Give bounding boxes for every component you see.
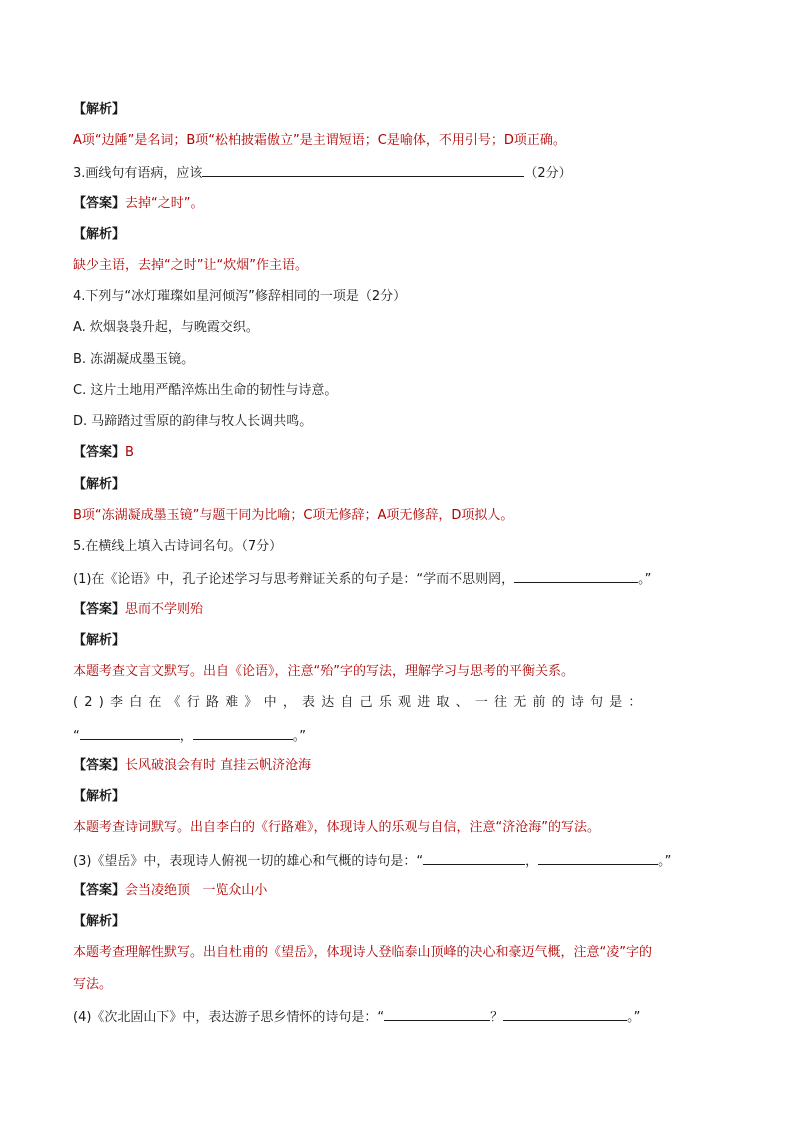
question-text-end: 。” xyxy=(638,572,652,587)
answer-blank[interactable] xyxy=(538,850,658,865)
answer-blank[interactable] xyxy=(193,725,293,740)
option-a: A. 炊烟袅袅升起，与晚霞交织。 xyxy=(73,320,259,335)
answer-blank[interactable] xyxy=(202,162,524,177)
analysis-tag: 【解析】 xyxy=(73,227,126,242)
answer-blank[interactable] xyxy=(503,1006,627,1021)
quote-close: 。” xyxy=(627,1010,641,1025)
option-b: B. 冻湖凝成墨玉镜。 xyxy=(73,352,195,367)
question-3-text: 3.画线句有语病，应该 xyxy=(73,166,203,181)
analysis-tag: 【解析】 xyxy=(73,633,126,648)
answer-text: 长风破浪会有时 直挂云帆济沧海 xyxy=(125,758,312,773)
analysis-tag: 【解析】 xyxy=(73,477,126,492)
question-3-score: （2分） xyxy=(524,166,572,181)
answer-tag: 【答案】 xyxy=(73,602,126,617)
question-5-4-stem xyxy=(73,1006,724,1028)
answer-row xyxy=(73,194,724,214)
answer-text: 会当凌绝顶 一览众山小 xyxy=(125,883,268,898)
question-3-stem xyxy=(73,162,724,184)
analysis-text: 本题考查理解性默写。出自杜甫的《望岳》，体现诗人登临泰山顶峰的决心和豪迈气概，注意“凌”字的 xyxy=(73,945,652,960)
comma: ， xyxy=(525,854,539,869)
answer-row xyxy=(73,756,724,776)
analysis-text: 本题考查文言文默写。出自《论语》，注意“殆”字的写法，理解学习与思考的平衡关系。 xyxy=(73,664,574,679)
question-mark: ？ xyxy=(490,1010,504,1025)
analysis-text: A项“边陲”是名词；B项“松柏披霜傲立”是主谓短语；C是喻体，不用引号；D项正确。 xyxy=(73,133,566,148)
answer-text: 去掉“之时”。 xyxy=(125,196,204,211)
quote-close: 。” xyxy=(658,854,672,869)
question-5-3-stem xyxy=(73,850,724,872)
answer-tag: 【答案】 xyxy=(73,883,126,898)
answer-blank[interactable] xyxy=(514,568,638,583)
question-text: (4)《次北固山下》中，表达游子思乡情怀的诗句是：“ xyxy=(73,1010,385,1025)
analysis-tag: 【解析】 xyxy=(73,914,126,929)
option-c: C. 这片土地用严酷淬炼出生命的韧性与诗意。 xyxy=(73,383,338,398)
quote-close: 。” xyxy=(292,729,307,744)
answer-text: 思而不学则殆 xyxy=(125,602,204,617)
answer-blank[interactable] xyxy=(423,850,525,865)
question-5-1-stem xyxy=(73,568,724,590)
quote-open: “ xyxy=(73,729,80,744)
answer-tag: 【答案】 xyxy=(73,445,126,460)
analysis-tag: 【解析】 xyxy=(73,789,126,804)
question-text: (3)《望岳》中，表现诗人俯视一切的雄心和气概的诗句是：“ xyxy=(73,854,424,869)
analysis-text: 本题考查诗词默写。出自李白的《行路难》，体现诗人的乐观与自信，注意“济沧海”的写法。 xyxy=(73,820,600,835)
question-5-stem: 5.在横线上填入古诗词名句。（7分） xyxy=(73,539,283,554)
answer-tag: 【答案】 xyxy=(73,758,126,773)
comma: ， xyxy=(179,729,193,744)
answer-tag: 【答案】 xyxy=(73,196,126,211)
analysis-text-cont: 写法。 xyxy=(73,977,113,992)
answer-row xyxy=(73,881,724,901)
answer-row xyxy=(73,600,724,620)
option-d: D. 马蹄踏过雪原的韵律与牧人长调共鸣。 xyxy=(73,414,313,429)
question-text: (1)在《论语》中，孔子论述学习与思考辩证关系的句子是：“学而不思则罔， xyxy=(73,572,515,587)
question-5-2-stem: (2)李白在《行路难》中，表达自己乐观进取、一往无前的诗句是： xyxy=(73,695,648,710)
question-5-2-blanks xyxy=(73,725,724,747)
analysis-text: 缺少主语，去掉“之时”让“炊烟”作主语。 xyxy=(73,258,308,273)
analysis-text: B项“冻湖凝成墨玉镜”与题干同为比喻；C项无修辞；A项无修辞，D项拟人。 xyxy=(73,508,514,523)
question-4-stem: 4.下列与“冰灯璀璨如星河倾泻”修辞相同的一项是（2分） xyxy=(73,289,407,304)
answer-blank[interactable] xyxy=(384,1006,490,1021)
analysis-tag: 【解析】 xyxy=(73,102,126,117)
answer-row xyxy=(73,443,724,463)
answer-blank[interactable] xyxy=(80,725,180,740)
answer-text: B xyxy=(125,445,134,460)
